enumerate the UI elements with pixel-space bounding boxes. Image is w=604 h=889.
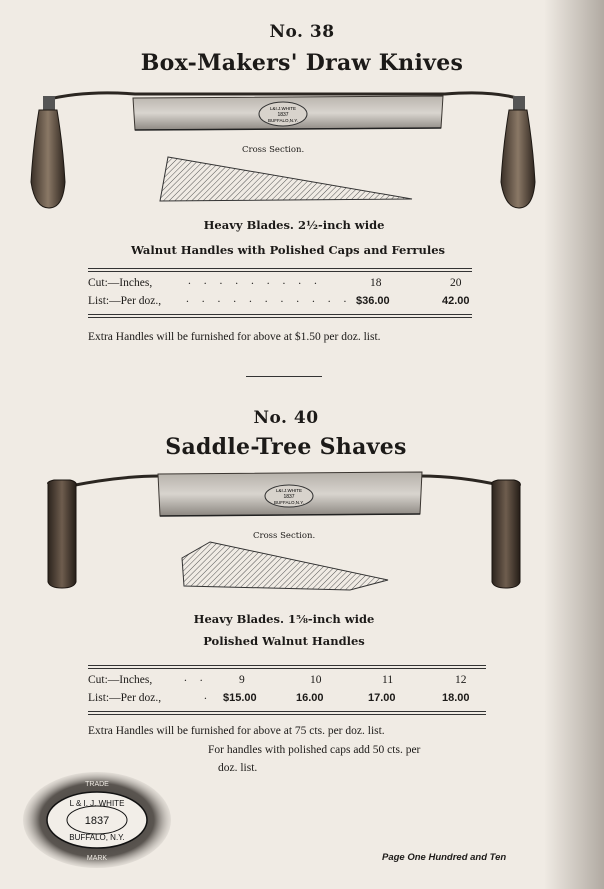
section2-list-label: List:—Per doz., <box>88 692 162 704</box>
section1-size-18: 18 <box>370 277 382 289</box>
section2-extra-handles-note: Extra Handles will be furnished for above at 75 cts. per doz. list. <box>88 725 385 737</box>
section2-number: No. 40 <box>253 408 319 428</box>
section1-list-leader: . . . . . . . . . . . <box>186 293 352 305</box>
section2-price-11: 17.00 <box>368 692 396 704</box>
section1-cross-section-label: Cross Section. <box>242 145 305 155</box>
section1-logo-line1: L&I.J.WHITE <box>269 106 297 111</box>
section2-cut-label: Cut:—Inches, <box>88 674 153 686</box>
section1-price-table <box>88 277 472 311</box>
section1-extra-handles-note: Extra Handles will be furnished for above at $1.50 per doz. list. <box>88 331 381 343</box>
section1-handles-text: Walnut Handles with Polished Caps and Ferrules <box>130 243 445 257</box>
section2-caps-note-line1: For handles with polished caps add 50 cts. per <box>208 744 421 756</box>
section2-size-11: 11 <box>382 674 394 686</box>
section-divider <box>246 376 322 377</box>
section2-cross-section-label: Cross Section. <box>253 531 316 541</box>
section2-price-9: $15.00 <box>223 692 257 704</box>
section2-blades-text: Heavy Blades. 1⅝-inch wide <box>193 612 375 626</box>
section2-heading: Saddle-Tree Shaves <box>165 434 407 460</box>
section2-logo-line1: L&I.J.WHITE <box>275 488 303 493</box>
section1-heading: Box-Makers' Draw Knives <box>140 50 464 76</box>
section1-number: No. 38 <box>269 22 335 42</box>
section2-size-10: 10 <box>310 674 322 686</box>
section2-cut-leader: . . <box>184 672 208 684</box>
section2-cross-section <box>180 540 392 592</box>
trademark-top-text: TRADE <box>85 781 109 788</box>
left-handle <box>48 480 77 588</box>
page-footer: Page One Hundred and Ten <box>382 852 507 863</box>
section2-logo-year: 1837 <box>283 494 295 500</box>
section2-list-leader: . <box>204 690 207 702</box>
section1-logo-line3: BUFFALO,N.Y. <box>268 118 298 123</box>
section1-cut-label: Cut:—Inches, <box>88 277 153 289</box>
section1-table-bottom-rule <box>88 314 472 318</box>
section1-blades-text: Heavy Blades. 2½-inch wide <box>203 218 385 232</box>
section1-price-20: 42.00 <box>442 295 470 307</box>
section2-table-bottom-rule <box>88 711 486 715</box>
left-handle <box>31 96 65 208</box>
trademark-name-text: L & I. J. WHITE <box>69 799 125 808</box>
section2-size-9: 9 <box>239 674 245 686</box>
section2-handles-text: Polished Walnut Handles <box>203 634 365 648</box>
trademark-year-text: 1837 <box>84 815 110 827</box>
section2-price-10: 16.00 <box>296 692 324 704</box>
section2-size-12: 12 <box>455 674 467 686</box>
section1-table-top-rule <box>88 268 472 272</box>
trademark-seal <box>22 770 172 870</box>
section1-logo-year: 1837 <box>277 112 289 118</box>
trademark-city-text: BUFFALO, N.Y. <box>69 833 125 842</box>
section1-price-18: $36.00 <box>356 295 390 307</box>
section1-cross-section <box>158 155 418 205</box>
trademark-bottom-text: MARK <box>86 855 108 862</box>
section1-size-20: 20 <box>450 277 462 289</box>
section2-caps-note-line2: doz. list. <box>218 762 258 774</box>
right-handle <box>501 96 535 208</box>
section1-list-label: List:—Per doz., <box>88 295 162 307</box>
section1-cut-leader: . . . . . . . . . <box>188 275 322 287</box>
right-handle <box>492 480 521 588</box>
section2-price-12: 18.00 <box>442 692 470 704</box>
section2-price-table <box>88 674 486 708</box>
section2-table-top-rule <box>88 665 486 669</box>
section2-logo-line3: BUFFALO,N.Y. <box>274 500 304 505</box>
